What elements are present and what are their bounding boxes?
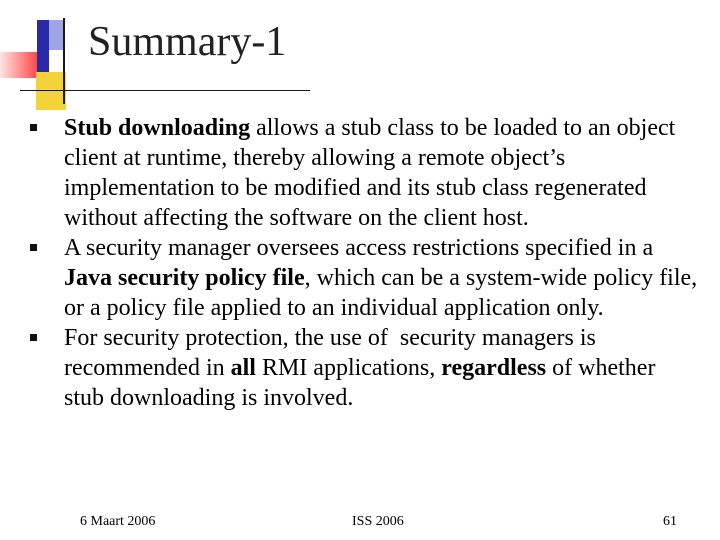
- footer-date: 6 Maart 2006: [80, 514, 156, 529]
- bullet-item: [30, 113, 700, 233]
- slide-title: Summary-1: [88, 19, 287, 65]
- bullet-item: [30, 233, 700, 323]
- bullet-plain-text: For security protection, the use of security managers is recommended in: [64, 325, 602, 381]
- decorative-light-blue-block: [49, 20, 63, 50]
- bullet-plain-text: allows a stub class to be loaded to an object client at runtime, thereby allowing a remote object’s implementation to be modified and its stub class regenerated without affecting the software on the client host.: [64, 115, 676, 231]
- bullet-text: [64, 325, 655, 411]
- square-bullet-icon: [30, 334, 37, 341]
- decorative-red-block: [0, 52, 40, 78]
- decorative-yellow-block: [36, 72, 66, 110]
- bullet-text: [64, 115, 675, 231]
- footer-center-text: ISS 2006: [352, 514, 404, 529]
- bullet-plain-text: RMI applications,: [255, 355, 442, 381]
- bullet-plain-text: A security manager oversees access restrictions specified in a: [64, 235, 654, 261]
- decorative-vertical-line: [63, 18, 65, 104]
- bullet-list: [30, 113, 700, 413]
- bullet-bold-text: all: [230, 355, 256, 381]
- square-bullet-icon: [30, 244, 37, 251]
- bullet-plain-text: of whether stub downloading is involved.: [64, 355, 656, 411]
- square-bullet-icon: [30, 124, 37, 131]
- bullet-plain-text: , which can be a system-wide policy file, or a policy file applied to an individual application only.: [64, 265, 698, 321]
- bullet-bold-text: regardless: [441, 355, 547, 381]
- footer-page-number: 61: [663, 514, 677, 529]
- bullet-text: [64, 235, 697, 321]
- decorative-horizontal-line: [20, 90, 310, 91]
- bullet-bold-text: Java security policy file: [64, 265, 305, 291]
- bullet-item: [30, 323, 700, 413]
- bullet-bold-text: Stub downloading: [64, 115, 251, 141]
